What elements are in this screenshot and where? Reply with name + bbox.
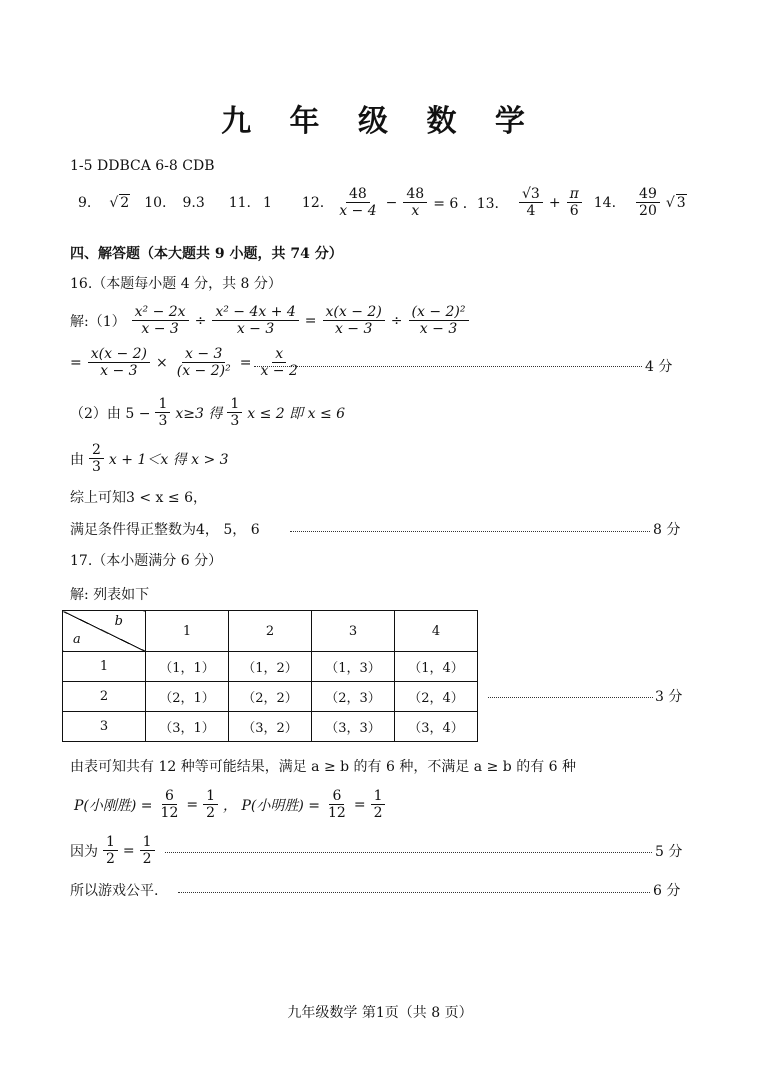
page-title: 九 年 级 数 学 [221,104,539,139]
q11-label: 11. [228,194,251,211]
column-header: 1 [146,611,229,652]
q9-value: √ 2 [109,195,130,212]
table-header-row [63,611,478,652]
table-row [63,682,478,712]
table-row [63,652,478,682]
q17-outcome-summary: 由表可知共有 12 种等可能结果，满足 a ≥ b 的有 6 种，不满足 a ≥ b 的有 6 种 [70,759,577,775]
table-cell: （1，2） [229,652,312,682]
table-cell: （3，3） [312,712,395,742]
table-cell: （1，3） [312,652,395,682]
table-cell: （2，3） [312,682,395,712]
column-header: 4 [395,611,478,652]
q16-fraction: $\frac{1}{3}$ [227,396,242,429]
table-cell: （2，1） [146,682,229,712]
q13-fraction-2: $\frac{\pi}{6}$ [567,186,582,219]
table-cell: （1，4） [395,652,478,682]
q16-part1-line2: = $\frac{x(x - 2)}{x - 3}$ × $\frac{x - 3}{\text{(x − 2)²}}$ = $\frac{x}{x - 2}$ [70,346,303,379]
q10-value: 9.3 [182,194,205,211]
q16-answer: 满足条件得正整数为4， 5， 6 [70,522,260,538]
score-marker: 5 分 [655,844,683,860]
dot-leader [165,852,652,853]
q16-fraction: $\frac{\text{x² − 2x}}{x - 3}$ [132,304,189,337]
dot-leader [488,697,653,698]
q14-root: √ 3 [665,195,686,212]
fill-answers-line: 9. √ 2 10. 9.3 11. 1 12. $\frac{48}{x - 4}$ − $\frac{48}{x}$ = 6 ．13. $\frac{√3}{4}$ + $\frac{\pi}{6}$ 14. $\frac{49}{20}$ √ 3 [78,186,686,220]
table-cell: （3，2） [229,712,312,742]
probability-fraction: $\frac{1}{2}$ [203,788,218,821]
dot-leader [178,892,650,893]
q16-fraction: $\frac{2}{3}$ [89,442,104,475]
table-corner-cell: b a [63,611,146,652]
q17-solution-intro: 解: 列表如下 [70,587,150,603]
probability-fraction: $\frac{1}{2}$ [140,834,155,867]
score-marker: 4 分 [645,359,673,375]
score-marker: 6 分 [653,883,681,899]
q16-header: 16.（本题每小题 4 分，共 8 分） [70,276,282,292]
q16-fraction: $\frac{1}{3}$ [155,396,170,429]
q17-conclusion: 所以游戏公平. [70,883,159,899]
outcome-table [62,610,478,742]
section-heading: 四、解答题（本大题共 9 小题，共 74 分） [70,246,343,262]
q17-probability-line: P(小刚胜) = $\frac{6}{12}$ = $\frac{1}{2}$ ， P(小明胜) = $\frac{6}{12}$ = $\frac{1}{2}$ [74,788,387,821]
score-marker: 8 分 [653,522,681,538]
q13-fraction-1: $\frac{√3}{4}$ [519,186,543,219]
table-cell: （2，4） [395,682,478,712]
mc-answers: 1-5 DDBCA 6-8 CDB [70,158,215,174]
table-cell: （2，2） [229,682,312,712]
probability-fraction: $\frac{1}{2}$ [371,788,386,821]
q14-fraction: $\frac{49}{20}$ [636,186,660,219]
q16-part2-line2: 由 $\frac{2}{3}$ x + 1＜x 得 x > 3 [70,442,229,476]
row-header: 1 [63,652,146,682]
row-header: 3 [63,712,146,742]
q12-fraction-2: $\frac{48}{x}$ [403,186,427,219]
table-cell: （3，1） [146,712,229,742]
column-header: 2 [229,611,312,652]
q16-fraction: $\frac{x(x - 2)}{x - 3}$ [88,346,150,379]
q16-fraction: $\frac{x - 3}{\text{(x − 2)²}}$ [176,346,231,380]
table-cell: （1，1） [146,652,229,682]
q11-value: 1 [263,194,272,211]
probability-fraction: $\frac{1}{2}$ [103,834,118,867]
page-footer: 九年级数学 第1页（共 8 页） [287,1005,473,1021]
q12-tail: = 6 ．13. [433,195,499,212]
dot-leader [290,531,650,532]
q9-label: 9. [78,194,92,211]
q17-header: 17.（本小题满分 6 分） [70,553,223,569]
q16-fraction: $\frac{x}{x - 2}$ [260,346,298,380]
row-header: 2 [63,682,146,712]
q16-summary: 综上可知3 < x ≤ 6， [70,490,207,506]
score-marker: 3 分 [655,689,683,705]
q12-fraction-1: $\frac{48}{x - 4}$ [339,186,377,220]
q16-solution-prefix: 解:（1） [70,313,126,330]
table-cell: （3，4） [395,712,478,742]
q16-fraction: $\frac{\text{x² − 4x + 4}}{x - 3}$ [212,304,298,337]
q16-part2-line1: （2）由 5 − $\frac{1}{3}$ x≥3 得 $\frac{1}{3}$ x ≤ 2 即 x ≤ 6 [70,396,346,430]
probability-fraction: $\frac{6}{12}$ [328,788,346,822]
q14-label: 14. [593,194,617,211]
q16-fraction: $\frac{x(x - 2)}{x - 3}$ [323,304,385,337]
q10-label: 10. [144,194,167,211]
q16-part1-line1: 解:（1） $\frac{\text{x² − 2x}}{x - 3}$ ÷ $\frac{\text{x² − 4x + 4}}{x - 3}$ = $\frac{x(x - 2)}{x - 3}$ ÷ $\frac{\text{(x − 2)²}}{x - 3}$ [70,304,471,337]
q16-fraction: $\frac{\text{(x − 2)²}}{x - 3}$ [409,304,469,337]
probability-fraction: $\frac{6}{12}$ [160,788,179,822]
q12-label: 12. [301,194,325,211]
table-row [63,712,478,742]
dot-leader [254,366,642,367]
column-header: 3 [312,611,395,652]
q17-because-line: 因为 $\frac{1}{2}$ = $\frac{1}{2}$ [70,834,157,867]
